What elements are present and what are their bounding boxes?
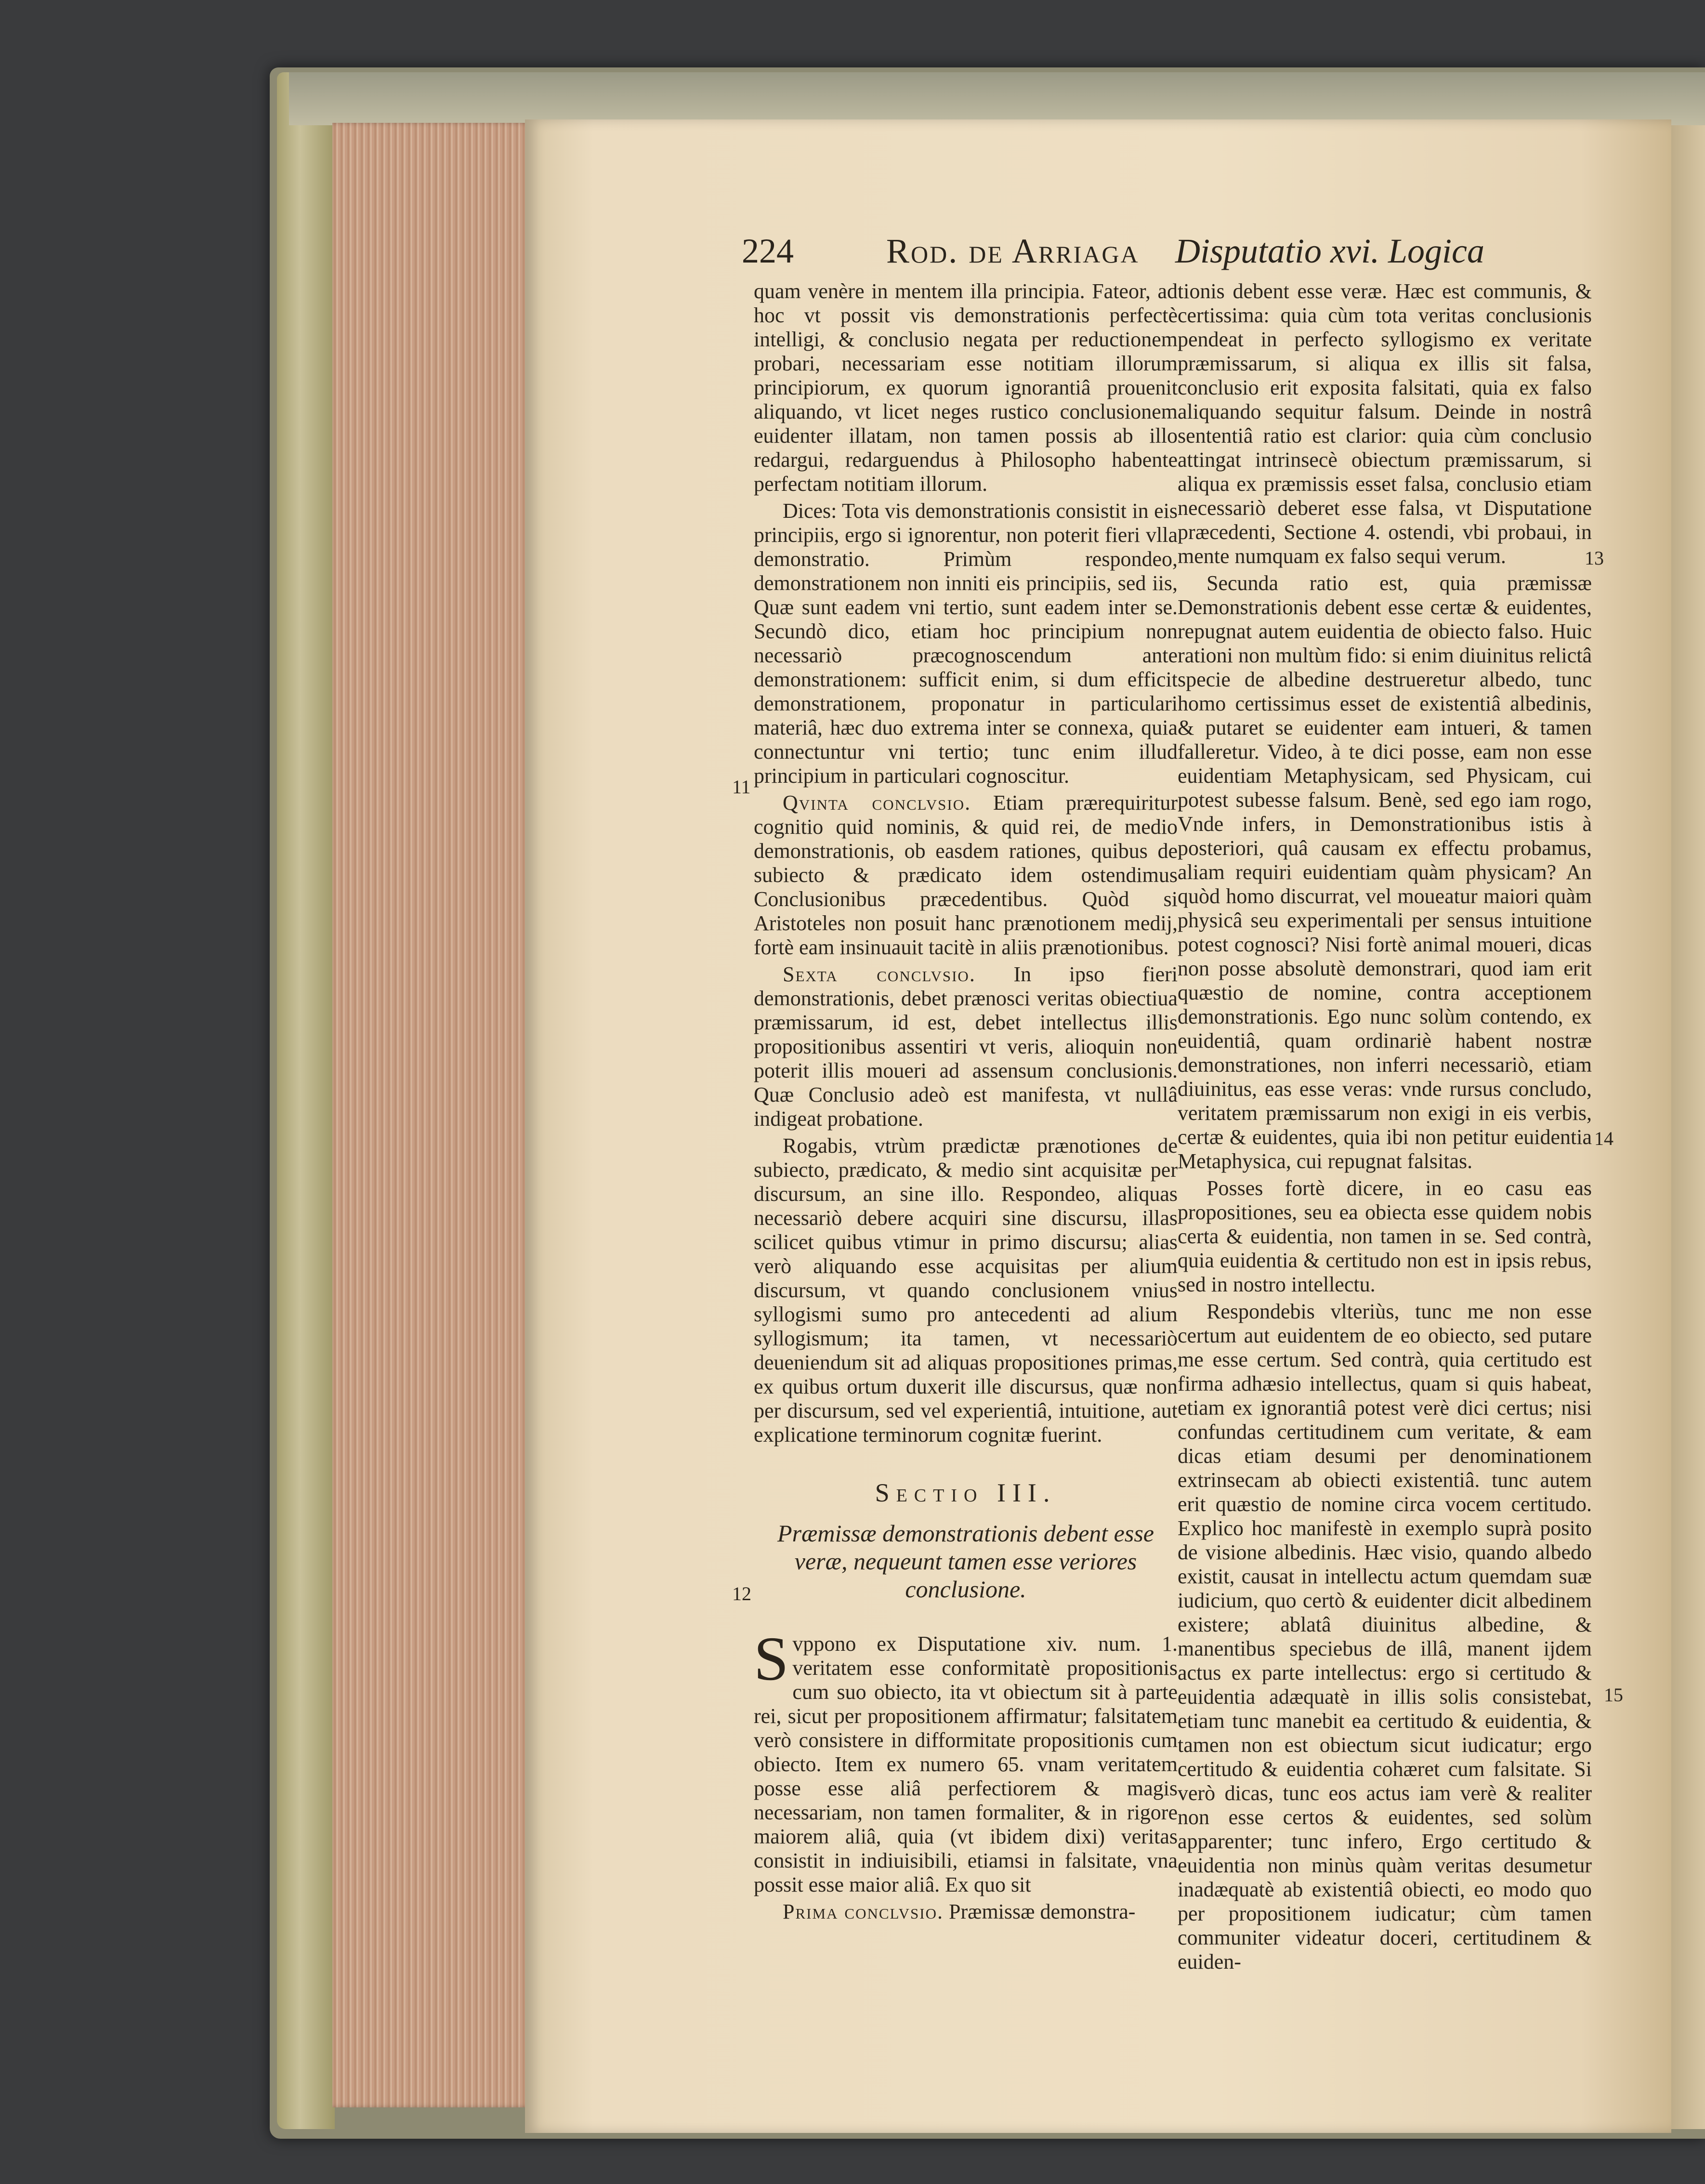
paragraph-text: vppono ex Disputatione xiv. num. 1. veritatem esse conformitatè propositionis cum suo obiecto, ita vt obiectum sit à parte rei, sicut per propositionem affirmatur; falsitatem verò consistere in difformitate propositionis cum obiecto. Item ex numero 65. vnam veritatem posse esse aliâ perfectiorem & magis necessariam, non tamen formaliter, & in rigore maiorem aliâ, quia (vt ibidem dixi) veritas consistit in indiuisibili, etiamsi in falsitate, vna possit esse maior aliâ. Ex quo sit [754, 1632, 1178, 1896]
drop-cap: S [754, 1624, 789, 1694]
page-edges [332, 123, 539, 2107]
paragraph: Respondebis vlteriùs, tunc me non esse certum aut euidentem de eo obiecto, sed putare me esse certum. Sed contrà, quia certitudo est firma adhæsio intellectus, quam si quis habeat, etiam ex ignorantiâ potest verè dici certus; nisi confundas certitudinem cum veritate, & eam dicas etiam desumi per denominationem extrinsecam ab obiecti existentiâ. tunc autem erit quæstio de nomine circa vocem certitudo. Explico hoc manifestè in exemplo suprà posito de visione albedinis. Hæc visio, quando albedo existit, causat in intellectu actum quemdam suæ iudicium, quo certò & euidenter dicit albedinem existere; ablatâ diuinitus albedine, & manentibus speciebus de illâ, manent ijdem actus ex parte intellectus: ergo si certitudo & euidentia adæquatè in illis solis consistebat, etiam tunc manebit ea certitudo & euidentia, & tamen non est obiectum sicut iudicatur; ergo certitudo & euidentia cohæret cum falsitate. Si verò dicas, tunc eos actus iam verè & realiter non esse certos & euidentes, sed solùm apparenter; tunc infero, Ergo certitudo & euidentia non minùs quàm veritas desumetur inadæquatè ab existentiâ obiecti, eo modo quo per propositionem iudicatur; cùm tamen communiter videatur doceri, certitudinem & euiden- [1178, 1300, 1592, 1973]
paragraph: quam venère in mentem illa principia. Fateor, ad hoc vt possit vis demonstrationis perfectè intelligi, & conclusio negata per reductionem probari, necessariam esse notitiam illorum principiorum, ex quorum ignorantiâ prouenit aliquando, vt licet neges rustico conclusionem euidenter illatam, non tamen possis ab illo redargui, redarguendus à Philosopho habente perfectam notitiam illorum. [754, 279, 1178, 496]
section-subtitle: Præmissæ demonstrationis debent esse veræ, nequeunt tamen esse veriores conclusione. [777, 1520, 1154, 1603]
header-author: Rod. de Arriaga [886, 232, 1140, 270]
paragraph: Rogabis, vtrùm prædictæ prænotiones de subiecto, prædicato, & medio sint acquisitæ per discursum, an sine illo. Respondeo, aliquas necessariò debere acquiri sine discursu, illas scilicet quibus vtimur in primo discursu; alias verò aliquando esse acquisitas per alium discursum, vt quando conclusionem vnius syllogismi sumo pro antecedenti ad alium syllogismum; ita tamen, vt necessariò deueniendum sit ad aliquas propositiones primas, ex quibus ortum duxerit ille discursus, quæ non per discursum, sed vel experientiâ, intuitione, aut explicatione terminorum cognitæ fuerint. [754, 1134, 1178, 1447]
page-number: 224 [742, 232, 794, 270]
paragraph: Secunda ratio est, quia præmissæ Demonstrationis debent esse certæ & euidentes, repugnat autem euidentia de obiecto falso. Huic rationi non multùm fido: si enim diuinitus relictâ specie de albedine destrueretur albedo, tunc homo certissimus esset de existentiâ albedinis, & putaret se euidenter eam intueri, & tamen falleretur. Video, à te dici posse, eam non esse euidentiam Metaphysicam, sed Physicam, cui potest subesse falsum. Benè, sed ego iam rogo, Vnde infers, in Demonstrationibus istis à posteriori, quâ causam ex effectu probamus, aliam requiri euidentiam quàm physicam? An quòd homo discurrat, vel moueatur maiori quàm physicâ seu experimentali per sensus intuitione potest cognosci? Nisi fortè animal moueri, dicas non posse absolutè demonstrari, quod iam erit quæstio de nomine, contra acceptionem demonstrationis. Ego nunc solùm contendo, ex euidentiâ, quam ordinariè habent nostræ demonstrationes, non inferri necessariò, etiam diuinitus, eas esse veras: vnde rursus concludo, veritatem præmissarum non exigi in eis verbis, certæ & euidentes, quia ibi non petitur euidentia Metaphysica, cui repugnat falsitas. [1178, 571, 1592, 1173]
book-spine-edge [277, 72, 335, 2129]
paragraph-text: In ipso fieri demonstrationis, debet prænosci veritas obiectiua præmissarum, id est, debet intellectus illis propositionibus assentiri vt veris, alioquin non poterit illis moueri ad assensum conclusionis. Quæ Conclusio adeò est manifesta, vt nullâ indigeat probatione. [754, 962, 1178, 1131]
paragraph [754, 962, 1178, 1131]
right-text-column [1178, 279, 1592, 1977]
paragraph [754, 1624, 1178, 1897]
conclusion-heading: Sexta conclvsio. [783, 962, 976, 986]
margin-number: 12 [732, 1583, 751, 1605]
conclusion-heading: Prima conclvsio. [783, 1900, 944, 1923]
section-title: Sectio III. [875, 1478, 1057, 1507]
running-header [742, 226, 1493, 279]
left-text-column [754, 279, 1178, 1927]
paragraph: Posses fortè dicere, in eo casu eas propositiones, seu ea obiecta esse quidem nobis certa & euidentia, non tamen in se. Sed contrà, quia euidentia & certitudo non est in ipsis rebus, sed in nostro intellectu. [1178, 1176, 1592, 1296]
paragraph: Dices: Tota vis demonstrationis consistit in eis principiis, ergo si ignorentur, non poterit fieri vlla demonstratio. Primùm respondeo, demonstrationem non inniti eis principiis, sed iis, Quæ sunt eadem vni tertio, sunt eadem inter se. Secundò dico, etiam hoc principium non necessariò præcognoscendum ante demonstrationem: sufficit enim, si dum efficit demonstrationem, proponatur in particulari materiâ, hæc duo extrema inter se connexa, quia connectuntur vni tertio; tunc enim illud principium in particulari cognoscitur. [754, 499, 1178, 788]
margin-number: 11 [732, 776, 751, 798]
paragraph [754, 1900, 1178, 1924]
header-disputation: Disputatio xvi. Logica [1175, 232, 1484, 270]
paragraph: tionis debent esse veræ. Hæc est communis, & certissima: quia cùm tota veritas conclusionis pendeat in perfecto syllogismo ex veritate præmissarum, si aliqua ex illis sit falsa, conclusio erit exposita falsitati, quia ex falso aliquando sequitur falsum. Deinde in nostrâ sententiâ ratio est clarior: quia cùm conclusio attingat intrinsecè obiectum præmissarum, si aliqua ex præmissis esset falsa, conclusio etiam necessariò deberet esse falsa, vt Disputatione præcedenti, Sectione 4. ostendi, vbi probaui, in mente numquam ex falso sequi verum. [1178, 279, 1592, 568]
conclusion-heading: Qvinta conclvsio. [783, 791, 971, 815]
book-top-board [289, 72, 1705, 125]
margin-number: 13 [1585, 547, 1604, 569]
margin-number: 15 [1604, 1684, 1623, 1706]
paragraph-text: Præmissæ demonstra- [948, 1900, 1136, 1923]
paragraph [754, 791, 1178, 960]
paragraph-text: Etiam prærequiritur cognitio quid nominis, & quid rei, de medio demonstrationis, ob easdem rationes, quibus de subiecto & prædicato idem ostendimus Conclusionibus præcedentibus. Quòd si Aristoteles non posuit hanc prænotionem medij, fortè eam insinuauit tacitè in aliis prænotionibus. [754, 791, 1178, 959]
margin-number: 14 [1594, 1128, 1613, 1149]
